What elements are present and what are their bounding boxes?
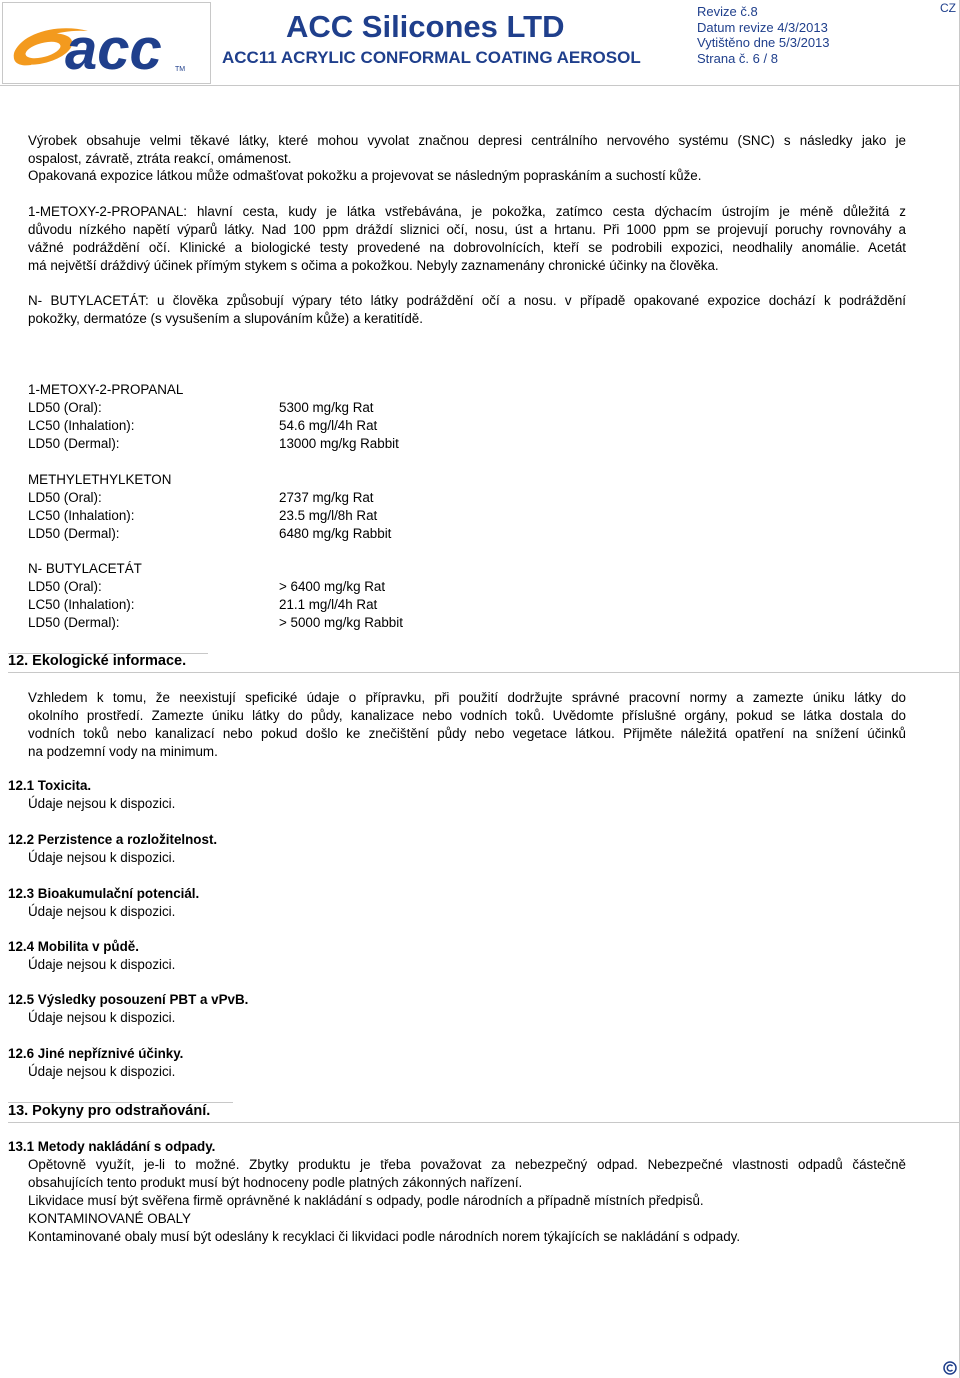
tox-value: 2737 mg/kg Rat: [279, 490, 374, 505]
company-name: ACC Silicones LTD: [286, 9, 565, 44]
revision-date: Datum revize 4/3/2013: [697, 19, 828, 35]
tox-label: LD50 (Dermal):: [28, 436, 120, 451]
intro-paragraph-4: N- BUTYLACETÁT: u člověka způsobují výpary této látky podráždění očí a nosu. v případě opakované expozice dochází k podráždění pokožky, dermatóze (s vysušením a slupováním kůže) a keratitídě.: [28, 293, 906, 326]
substance-name: METHYLETHYLKETON: [28, 472, 172, 487]
intro-paragraph-2: Opakovaná expozice látkou může odmašťovat pokožku a projevovat se následným popraskáním a suchostí kůže.: [28, 168, 702, 183]
revision: Revize č.8: [697, 4, 758, 19]
subsection-title: 12.1 Toxicita.: [8, 778, 92, 793]
subsection-text: Údaje nejsou k dispozici.: [28, 796, 176, 811]
section-13-title: 13. Pokyny pro odstraňování.: [8, 1103, 211, 1119]
subsection-text: Údaje nejsou k dispozici.: [28, 1064, 176, 1079]
language-code: CZ: [940, 1, 956, 15]
subsection-title: 12.2 Perzistence a rozložitelnost.: [8, 832, 218, 847]
copyright-icon: [943, 1361, 957, 1375]
tox-label: LD50 (Oral):: [28, 490, 102, 505]
page-number: Strana č. 6 / 8: [697, 50, 778, 66]
section-13-underline: [8, 1122, 960, 1123]
intro-paragraph-3: 1-METOXY-2-PROPANAL: hlavní cesta, kudy je látka vstřebávána, je pokožka, zatímco cesta dýchacím ústrojím je méně důležitá z důvodu nízkého napětí výparů látky. Nad 100 ppm dráždí sliznici očí, nosu, úst a hrtanu. Při 1000 ppm se projevují poruchy rovnováhy a vážné podráždění očí. Klinické a biologické testy provedené na dobrovolnících, kteří se podrobili expozici, neodhalily anomálie. Acetát má největší dráždivý účinek přímým stykem s očima a pokožkou. Nebyly zaznamenány chronické účinky na člověka.: [28, 204, 906, 273]
header-divider: [0, 85, 960, 86]
svg-text:TM: TM: [175, 66, 186, 73]
subsection-title: 12.6 Jiné nepříznivé účinky.: [8, 1046, 184, 1061]
intro-paragraph-1: Výrobek obsahuje velmi těkavé látky, které mohou vyvolat značnou depresi centrálního nervového systému (SNC) s následky jako je ospalost, závratě, ztráta reakcí, omámenost.: [28, 133, 906, 166]
tox-value: 23.5 mg/l/8h Rat: [279, 508, 378, 523]
subsection-title: 12.4 Mobilita v půdě.: [8, 939, 139, 954]
tox-value: > 6400 mg/kg Rat: [279, 579, 386, 594]
subsection-text: Údaje nejsou k dispozici.: [28, 904, 176, 919]
tox-value: > 5000 mg/kg Rabbit: [279, 615, 403, 630]
svg-text:acc: acc: [65, 17, 162, 82]
subsection-title: 12.5 Výsledky posouzení PBT a vPvB.: [8, 992, 249, 1007]
subsection-text: Údaje nejsou k dispozici.: [28, 850, 176, 865]
tox-label: LD50 (Dermal):: [28, 526, 120, 541]
tox-value: 13000 mg/kg Rabbit: [279, 436, 399, 451]
tox-value: 5300 mg/kg Rat: [279, 400, 374, 415]
tox-label: LC50 (Inhalation):: [28, 418, 135, 433]
section-12-underline: [8, 672, 960, 673]
section-12-intro: Vzhledem k tomu, že neexistují speficiké údaje o přípravku, při použití dodržujte správné pracovní normy a zamezte úniku látky do okolního prostředí. Zamezte úniku látky do půdy, kanalizace nebo vodních toků. Uvědomte příslušné orgány, pokud se látka dostala do vodních toků nebo kanalizací nebo pokud došlo ke znečištění půdy nebo vegetace látkou. Přijměte náležitá opatření na snížení účinků na podzemní vody na minimum.: [28, 690, 906, 759]
subsection-text: Údaje nejsou k dispozici.: [28, 1010, 176, 1025]
substance-name: N- BUTYLACETÁT: [28, 561, 142, 576]
tox-value: 6480 mg/kg Rabbit: [279, 526, 392, 541]
acc-logo-icon: [3, 3, 210, 83]
tox-value: 21.1 mg/l/4h Rat: [279, 597, 378, 612]
section-12-title: 12. Ekologické informace.: [8, 653, 187, 669]
substance-name: 1-METOXY-2-PROPANAL: [28, 382, 184, 397]
tox-label: LD50 (Oral):: [28, 400, 102, 415]
subsection-text: Údaje nejsou k dispozici.: [28, 957, 176, 972]
tox-label: LC50 (Inhalation):: [28, 508, 135, 523]
subsection-title: 12.3 Bioakumulační potenciál.: [8, 886, 200, 901]
tox-value: 54.6 mg/l/4h Rat: [279, 418, 378, 433]
tox-label: LD50 (Oral):: [28, 579, 102, 594]
print-date: Vytištěno dne 5/3/2013: [697, 35, 830, 50]
document-meta: [697, 4, 830, 66]
section-13-text: Opětovně využít, je-li to možné. Zbytky produktu je třeba považovat za nebezpečný odpad. Nebezpečné vlastnosti odpadů částečně obsahujících tento produkt musí být hodnoceny podle platných zákonných nařízení. Likvidace musí být svěřena firmě oprávněné k nakládání s odpady, podle národních a případně místních předpisů. KONTAMINOVANÉ OBALY Kontaminované obaly musí být odeslány k recyklaci či likvidaci podle národních norem týkajících se nakládání s odpady.: [28, 1157, 906, 1244]
company-logo: [2, 2, 211, 84]
tox-label: LC50 (Inhalation):: [28, 597, 135, 612]
tox-label: LD50 (Dermal):: [28, 615, 120, 630]
document-header: [0, 0, 960, 86]
product-name: ACC11 ACRYLIC CONFORMAL COATING AEROSOL: [222, 48, 641, 67]
subsection-title: 13.1 Metody nakládání s odpady.: [8, 1139, 216, 1154]
